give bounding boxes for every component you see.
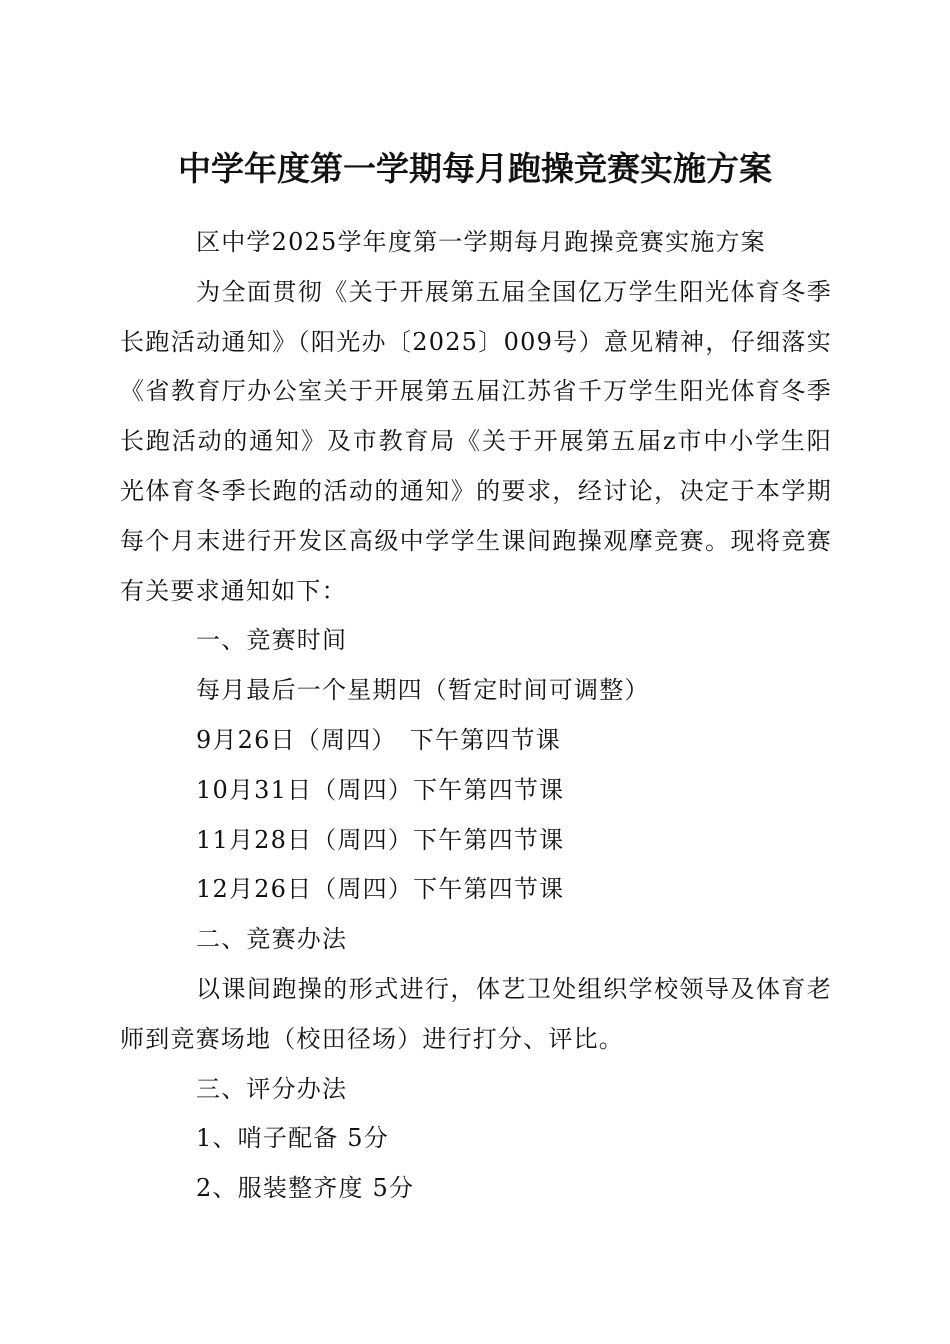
schedule-item-october: 10月31日（周四）下午第四节课 — [196, 775, 565, 804]
paragraph-method: 以课间跑操的形式进行，体艺卫处组织学校领导及体育老师到竞赛场地（校田径场）进行打分、评比。 — [120, 974, 832, 1053]
paragraph-intro: 为全面贯彻《关于开展第五届全国亿万学生阳光体育冬季长跑活动通知》（阳光办〔2025〕009号）意见精神，仔细落实《省教育厅办公室关于开展第五届江苏省千万学生阳光体育冬季长跑活动的通知》及市教育局《关于开展第五届z市中小学生阳光体育冬季长跑的活动的通知》的要求，经讨论，决定于本学期每个月末进行开发区高级中学学生课间跑操观摩竞赛。现将竞赛有关要求通知如下： — [120, 277, 832, 605]
schedule-item-september: 9月26日（周四） 下午第四节课 — [196, 725, 562, 754]
section-heading-method: 二、竞赛办法 — [196, 925, 348, 954]
document-body — [120, 218, 832, 1214]
schedule-item-december: 12月26日（周四）下午第四节课 — [196, 875, 565, 904]
paragraph-schedule-note: 每月最后一个星期四（暂定时间可调整） — [196, 676, 650, 705]
section-heading-time: 一、竞赛时间 — [196, 626, 348, 655]
schedule-item-november: 11月28日（周四）下午第四节课 — [196, 825, 565, 854]
paragraph-subtitle: 区中学2025学年度第一学期每月跑操竞赛实施方案 — [196, 228, 766, 256]
scoring-item-whistle: 1、哨子配备 5分 — [196, 1124, 389, 1153]
document-title: 中学年度第一学期每月跑操竞赛实施方案 — [178, 149, 772, 188]
scoring-item-uniform: 2、服装整齐度 5分 — [196, 1174, 415, 1203]
section-heading-scoring: 三、评分办法 — [196, 1074, 348, 1103]
